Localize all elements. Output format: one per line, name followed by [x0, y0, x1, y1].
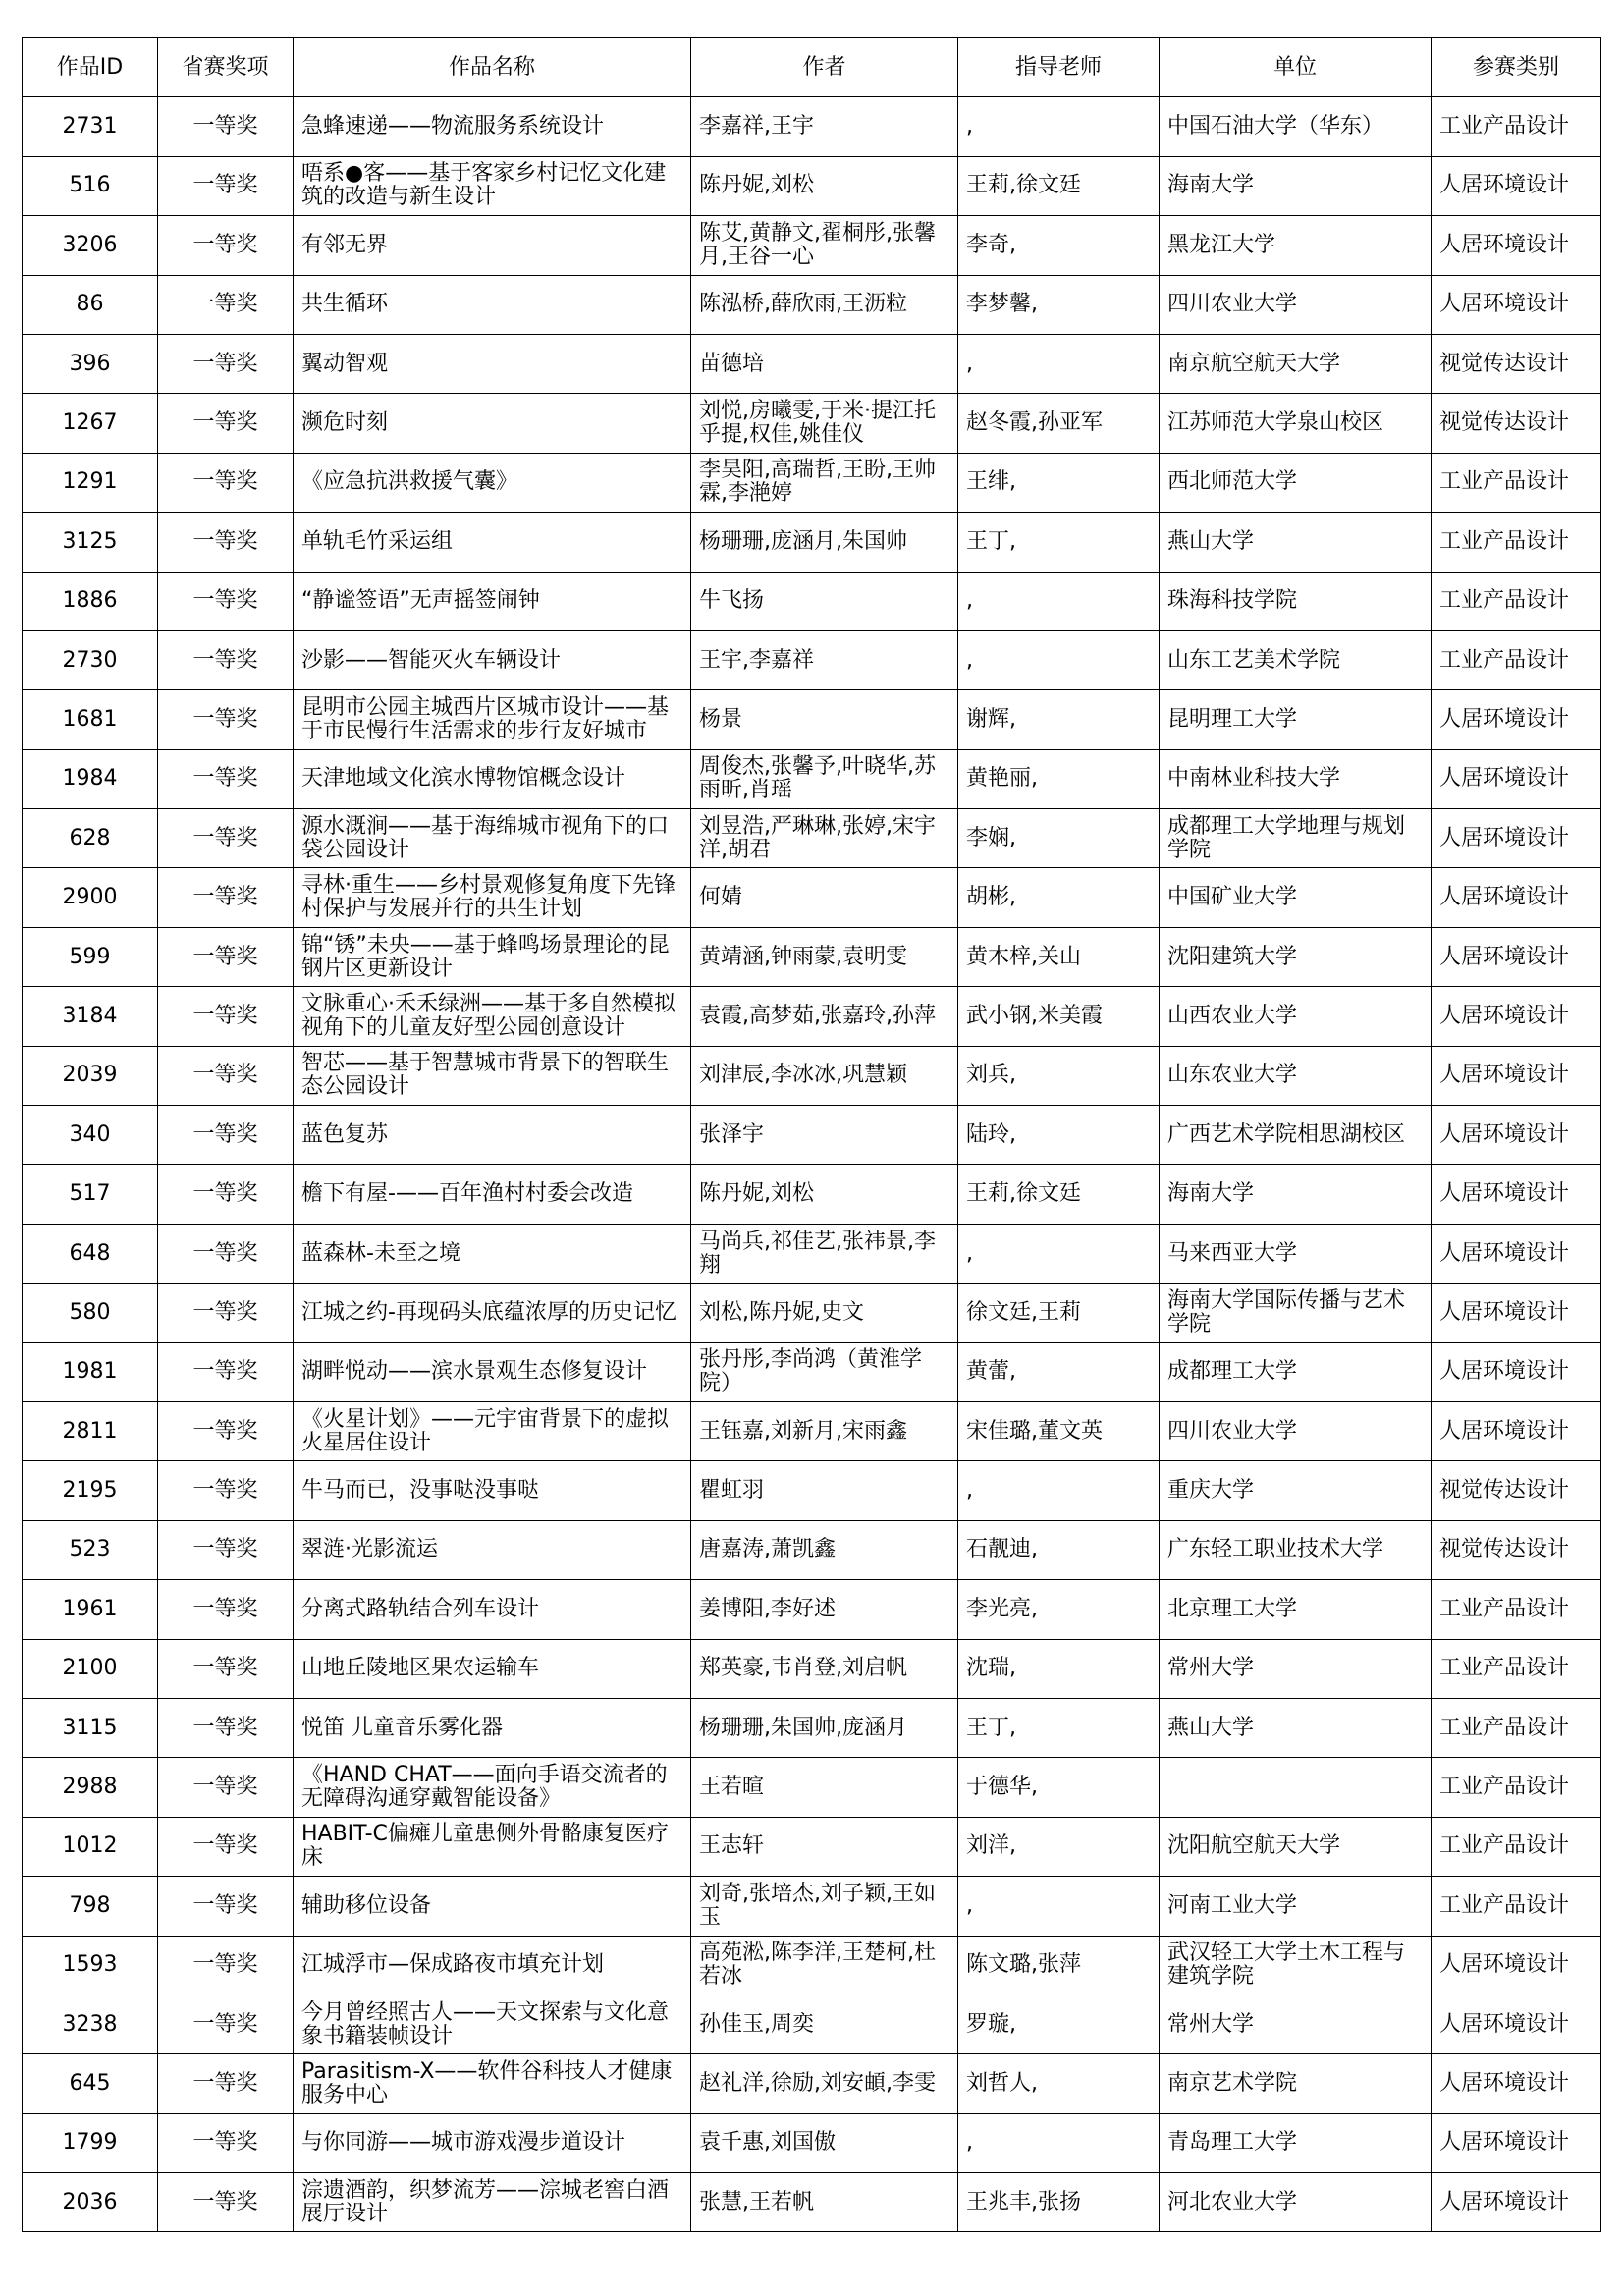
cell-award: 一等奖	[158, 394, 294, 453]
cell-id: 1291	[23, 453, 158, 512]
cell-institution: 沈阳航空航天大学	[1160, 1817, 1432, 1876]
cell-title: 悦笛 儿童音乐雾化器	[294, 1698, 691, 1757]
cell-award: 一等奖	[158, 1698, 294, 1757]
cell-category: 人居环境设计	[1432, 809, 1601, 868]
cell-advisor: 谢辉,	[958, 690, 1160, 749]
cell-author: 陈丹妮,刘松	[691, 156, 958, 215]
cell-institution: 南京艺术学院	[1160, 2054, 1432, 2113]
cell-advisor: ,	[958, 2113, 1160, 2172]
cell-category: 人居环境设计	[1432, 1106, 1601, 1165]
cell-institution: 马来西亚大学	[1160, 1224, 1432, 1283]
cell-category: 工业产品设计	[1432, 97, 1601, 156]
cell-advisor: 宋佳璐,董文英	[958, 1401, 1160, 1460]
cell-award: 一等奖	[158, 868, 294, 927]
cell-title: 单轨毛竹采运组	[294, 513, 691, 572]
table-body	[23, 97, 1601, 2232]
cell-institution: 南京航空航天大学	[1160, 334, 1432, 393]
cell-institution: 北京理工大学	[1160, 1580, 1432, 1639]
table-row	[23, 513, 1601, 572]
cell-id: 396	[23, 334, 158, 393]
cell-category: 人居环境设计	[1432, 156, 1601, 215]
cell-title: 蓝森林-未至之境	[294, 1224, 691, 1283]
cell-category: 视觉传达设计	[1432, 1520, 1601, 1579]
table-row	[23, 1165, 1601, 1224]
cell-id: 1012	[23, 1817, 158, 1876]
cell-institution: 海南大学	[1160, 1165, 1432, 1224]
table-row	[23, 275, 1601, 334]
cell-id: 340	[23, 1106, 158, 1165]
cell-author: 张泽宇	[691, 1106, 958, 1165]
cell-award: 一等奖	[158, 2173, 294, 2232]
cell-title: 沙影——智能灭火车辆设计	[294, 630, 691, 689]
cell-title: 翼动智观	[294, 334, 691, 393]
cell-category: 工业产品设计	[1432, 1639, 1601, 1698]
cell-institution: 青岛理工大学	[1160, 2113, 1432, 2172]
cell-award: 一等奖	[158, 1106, 294, 1165]
cell-award: 一等奖	[158, 749, 294, 808]
table-row	[23, 1224, 1601, 1283]
cell-award: 一等奖	[158, 1046, 294, 1105]
cell-title: HABIT-C偏瘫儿童患侧外骨骼康复医疗床	[294, 1817, 691, 1876]
cell-id: 580	[23, 1284, 158, 1342]
cell-institution: 广东轻工职业技术大学	[1160, 1520, 1432, 1579]
cell-institution: 珠海科技学院	[1160, 572, 1432, 630]
cell-id: 3238	[23, 1995, 158, 2053]
cell-institution: 广西艺术学院相思湖校区	[1160, 1106, 1432, 1165]
cell-title: 唔系●客——基于客家乡村记忆文化建筑的改造与新生设计	[294, 156, 691, 215]
results-table-container	[22, 37, 1600, 2232]
cell-institution: 江苏师范大学泉山校区	[1160, 394, 1432, 453]
cell-award: 一等奖	[158, 334, 294, 393]
cell-author: 马尚兵,祁佳艺,张祎景,李翔	[691, 1224, 958, 1283]
cell-id: 2988	[23, 1758, 158, 1817]
cell-author: 王宇,李嘉祥	[691, 630, 958, 689]
cell-institution	[1160, 1758, 1432, 1817]
cell-author: 刘昱浩,严琳琳,张婷,宋宇洋,胡君	[691, 809, 958, 868]
cell-category: 人居环境设计	[1432, 1995, 1601, 2053]
cell-id: 2039	[23, 1046, 158, 1105]
cell-author: 陈泓桥,薛欣雨,王沥粒	[691, 275, 958, 334]
table-row	[23, 334, 1601, 393]
cell-advisor: ,	[958, 572, 1160, 630]
cell-category: 工业产品设计	[1432, 513, 1601, 572]
cell-advisor: 陆玲,	[958, 1106, 1160, 1165]
cell-institution: 沈阳建筑大学	[1160, 927, 1432, 986]
table-row	[23, 1817, 1601, 1876]
cell-award: 一等奖	[158, 809, 294, 868]
table-row	[23, 868, 1601, 927]
table-row	[23, 156, 1601, 215]
table-row	[23, 1698, 1601, 1757]
cell-category: 视觉传达设计	[1432, 394, 1601, 453]
table-row	[23, 572, 1601, 630]
cell-id: 1981	[23, 1342, 158, 1401]
cell-category: 人居环境设计	[1432, 1224, 1601, 1283]
cell-title: 《应急抗洪救援气囊》	[294, 453, 691, 512]
cell-id: 648	[23, 1224, 158, 1283]
table-row	[23, 453, 1601, 512]
cell-title: 寻林·重生——乡村景观修复角度下先锋村保护与发展并行的共生计划	[294, 868, 691, 927]
cell-title: 智芯——基于智慧城市背景下的智联生态公园设计	[294, 1046, 691, 1105]
cell-institution: 昆明理工大学	[1160, 690, 1432, 749]
cell-institution: 山西农业大学	[1160, 987, 1432, 1046]
header-row	[23, 38, 1601, 97]
cell-award: 一等奖	[158, 1520, 294, 1579]
cell-author: 唐嘉涛,萧凯鑫	[691, 1520, 958, 1579]
cell-title: 辅助移位设备	[294, 1877, 691, 1936]
cell-category: 人居环境设计	[1432, 1046, 1601, 1105]
cell-award: 一等奖	[158, 1936, 294, 1995]
cell-award: 一等奖	[158, 572, 294, 630]
table-row	[23, 1877, 1601, 1936]
cell-category: 视觉传达设计	[1432, 1461, 1601, 1520]
cell-institution: 河北农业大学	[1160, 2173, 1432, 2232]
cell-title: “静谧签语”无声摇签闹钟	[294, 572, 691, 630]
cell-award: 一等奖	[158, 216, 294, 275]
cell-id: 2900	[23, 868, 158, 927]
cell-institution: 山东农业大学	[1160, 1046, 1432, 1105]
cell-award: 一等奖	[158, 1342, 294, 1401]
cell-author: 瞿虹羽	[691, 1461, 958, 1520]
cell-institution: 燕山大学	[1160, 1698, 1432, 1757]
header-title: 作品名称	[294, 38, 691, 97]
cell-institution: 海南大学	[1160, 156, 1432, 215]
cell-advisor: ,	[958, 630, 1160, 689]
cell-category: 人居环境设计	[1432, 2113, 1601, 2172]
table-row	[23, 1936, 1601, 1995]
cell-institution: 燕山大学	[1160, 513, 1432, 572]
cell-title: 源水溉涧——基于海绵城市视角下的口袋公园设计	[294, 809, 691, 868]
cell-author: 李嘉祥,王宇	[691, 97, 958, 156]
cell-advisor: 刘洋,	[958, 1817, 1160, 1876]
cell-id: 1984	[23, 749, 158, 808]
cell-advisor: 李奇,	[958, 216, 1160, 275]
cell-title: 分离式路轨结合列车设计	[294, 1580, 691, 1639]
cell-award: 一等奖	[158, 1224, 294, 1283]
table-row	[23, 1580, 1601, 1639]
cell-author: 何婧	[691, 868, 958, 927]
cell-author: 孙佳玉,周奕	[691, 1995, 958, 2053]
cell-award: 一等奖	[158, 630, 294, 689]
cell-category: 视觉传达设计	[1432, 334, 1601, 393]
cell-title: 《火星计划》——元宇宙背景下的虚拟火星居住设计	[294, 1401, 691, 1460]
cell-title: 翠涟·光影流运	[294, 1520, 691, 1579]
cell-institution: 成都理工大学	[1160, 1342, 1432, 1401]
cell-author: 陈丹妮,刘松	[691, 1165, 958, 1224]
cell-advisor: 赵冬霞,孙亚军	[958, 394, 1160, 453]
cell-award: 一等奖	[158, 1995, 294, 2053]
header-institution: 单位	[1160, 38, 1432, 97]
cell-category: 工业产品设计	[1432, 630, 1601, 689]
cell-id: 517	[23, 1165, 158, 1224]
table-row	[23, 1284, 1601, 1342]
cell-award: 一等奖	[158, 1758, 294, 1817]
cell-category: 人居环境设计	[1432, 1284, 1601, 1342]
cell-award: 一等奖	[158, 2054, 294, 2113]
cell-author: 周俊杰,张馨予,叶晓华,苏雨昕,肖瑶	[691, 749, 958, 808]
cell-institution: 海南大学国际传播与艺术学院	[1160, 1284, 1432, 1342]
cell-advisor: 罗璇,	[958, 1995, 1160, 2053]
cell-category: 工业产品设计	[1432, 572, 1601, 630]
cell-id: 1961	[23, 1580, 158, 1639]
cell-award: 一等奖	[158, 156, 294, 215]
cell-author: 高苑淞,陈李洋,王楚柯,杜若冰	[691, 1936, 958, 1995]
cell-award: 一等奖	[158, 690, 294, 749]
cell-title: 昆明市公园主城西片区城市设计——基于市民慢行生活需求的步行友好城市	[294, 690, 691, 749]
cell-category: 人居环境设计	[1432, 690, 1601, 749]
cell-title: 锦“锈”未央——基于蜂鸣场景理论的昆钢片区更新设计	[294, 927, 691, 986]
cell-author: 牛飞扬	[691, 572, 958, 630]
cell-award: 一等奖	[158, 513, 294, 572]
cell-advisor: 王丁,	[958, 1698, 1160, 1757]
cell-id: 3206	[23, 216, 158, 275]
cell-award: 一等奖	[158, 275, 294, 334]
cell-title: 江城浮市—保成路夜市填充计划	[294, 1936, 691, 1995]
table-row	[23, 1106, 1601, 1165]
cell-title: 《HAND CHAT——面向手语交流者的无障碍沟通穿戴智能设备》	[294, 1758, 691, 1817]
cell-category: 人居环境设计	[1432, 1165, 1601, 1224]
cell-category: 工业产品设计	[1432, 1698, 1601, 1757]
cell-title: Parasitism-X——软件谷科技人才健康服务中心	[294, 2054, 691, 2113]
cell-advisor: 石靓迪,	[958, 1520, 1160, 1579]
cell-id: 516	[23, 156, 158, 215]
cell-category: 人居环境设计	[1432, 927, 1601, 986]
cell-id: 3184	[23, 987, 158, 1046]
cell-award: 一等奖	[158, 97, 294, 156]
cell-id: 1799	[23, 2113, 158, 2172]
cell-author: 赵礼洋,徐励,刘安頔,李雯	[691, 2054, 958, 2113]
table-row	[23, 749, 1601, 808]
cell-advisor: 王兆丰,张扬	[958, 2173, 1160, 2232]
cell-advisor: 王莉,徐文廷	[958, 156, 1160, 215]
cell-author: 王若暄	[691, 1758, 958, 1817]
cell-award: 一等奖	[158, 1401, 294, 1460]
cell-title: 淙遗酒韵，织梦流芳——淙城老窖白酒展厅设计	[294, 2173, 691, 2232]
table-row	[23, 216, 1601, 275]
cell-institution: 常州大学	[1160, 1995, 1432, 2053]
cell-category: 工业产品设计	[1432, 1580, 1601, 1639]
cell-award: 一等奖	[158, 1461, 294, 1520]
cell-institution: 成都理工大学地理与规划学院	[1160, 809, 1432, 868]
cell-category: 人居环境设计	[1432, 216, 1601, 275]
cell-title: 江城之约-再现码头底蕴浓厚的历史记忆	[294, 1284, 691, 1342]
cell-category: 人居环境设计	[1432, 868, 1601, 927]
table-row	[23, 2173, 1601, 2232]
cell-title: 天津地域文化滨水博物馆概念设计	[294, 749, 691, 808]
cell-id: 1267	[23, 394, 158, 453]
header-category: 参赛类别	[1432, 38, 1601, 97]
cell-id: 599	[23, 927, 158, 986]
table-row	[23, 1520, 1601, 1579]
table-row	[23, 394, 1601, 453]
cell-award: 一等奖	[158, 927, 294, 986]
cell-author: 张慧,王若帆	[691, 2173, 958, 2232]
cell-id: 2730	[23, 630, 158, 689]
cell-author: 王钰嘉,刘新月,宋雨鑫	[691, 1401, 958, 1460]
cell-institution: 河南工业大学	[1160, 1877, 1432, 1936]
table-row	[23, 927, 1601, 986]
cell-title: 濒危时刻	[294, 394, 691, 453]
cell-advisor: 李梦馨,	[958, 275, 1160, 334]
table-row	[23, 1639, 1601, 1698]
table-row	[23, 1342, 1601, 1401]
table-row	[23, 97, 1601, 156]
cell-advisor: ,	[958, 97, 1160, 156]
cell-author: 郑英豪,韦肖登,刘启帆	[691, 1639, 958, 1698]
cell-advisor: 李娴,	[958, 809, 1160, 868]
cell-award: 一等奖	[158, 987, 294, 1046]
cell-id: 2100	[23, 1639, 158, 1698]
cell-institution: 中国矿业大学	[1160, 868, 1432, 927]
cell-category: 人居环境设计	[1432, 1342, 1601, 1401]
cell-advisor: 黄艳丽,	[958, 749, 1160, 808]
table-row	[23, 1995, 1601, 2053]
cell-author: 刘津辰,李冰冰,巩慧颖	[691, 1046, 958, 1105]
cell-author: 刘松,陈丹妮,史文	[691, 1284, 958, 1342]
cell-advisor: 王绯,	[958, 453, 1160, 512]
cell-advisor: 于德华,	[958, 1758, 1160, 1817]
cell-award: 一等奖	[158, 2113, 294, 2172]
cell-institution: 西北师范大学	[1160, 453, 1432, 512]
cell-title: 有邻无界	[294, 216, 691, 275]
table-row	[23, 1046, 1601, 1105]
table-row	[23, 630, 1601, 689]
table-row	[23, 987, 1601, 1046]
cell-author: 张丹彤,李尚鸿（黄淮学院）	[691, 1342, 958, 1401]
cell-title: 牛马而已，没事哒没事哒	[294, 1461, 691, 1520]
header-id: 作品ID	[23, 38, 158, 97]
header-advisor: 指导老师	[958, 38, 1160, 97]
cell-category: 人居环境设计	[1432, 1401, 1601, 1460]
cell-category: 人居环境设计	[1432, 1936, 1601, 1995]
cell-institution: 黑龙江大学	[1160, 216, 1432, 275]
cell-category: 工业产品设计	[1432, 1758, 1601, 1817]
cell-author: 李昊阳,高瑞哲,王盼,王帅霖,李滟婷	[691, 453, 958, 512]
cell-category: 工业产品设计	[1432, 453, 1601, 512]
table-row	[23, 2054, 1601, 2113]
cell-institution: 四川农业大学	[1160, 1401, 1432, 1460]
cell-award: 一等奖	[158, 1877, 294, 1936]
cell-award: 一等奖	[158, 1639, 294, 1698]
cell-institution: 重庆大学	[1160, 1461, 1432, 1520]
table-row	[23, 1401, 1601, 1460]
table-row	[23, 690, 1601, 749]
cell-id: 2036	[23, 2173, 158, 2232]
cell-category: 工业产品设计	[1432, 1817, 1601, 1876]
cell-author: 陈艾,黄静文,翟桐彤,张馨月,王谷一心	[691, 216, 958, 275]
cell-author: 刘悦,房曦雯,于米·提江托乎提,权佳,姚佳仪	[691, 394, 958, 453]
cell-institution: 四川农业大学	[1160, 275, 1432, 334]
cell-id: 3115	[23, 1698, 158, 1757]
cell-advisor: 王丁,	[958, 513, 1160, 572]
table-row	[23, 2113, 1601, 2172]
cell-id: 2811	[23, 1401, 158, 1460]
cell-author: 苗德培	[691, 334, 958, 393]
cell-advisor: 黄木梓,关山	[958, 927, 1160, 986]
cell-award: 一等奖	[158, 453, 294, 512]
cell-advisor: 胡彬,	[958, 868, 1160, 927]
cell-advisor: 王莉,徐文廷	[958, 1165, 1160, 1224]
cell-advisor: 武小钢,米美霞	[958, 987, 1160, 1046]
cell-institution: 武汉轻工大学土木工程与建筑学院	[1160, 1936, 1432, 1995]
cell-category: 工业产品设计	[1432, 1877, 1601, 1936]
cell-advisor: 李光亮,	[958, 1580, 1160, 1639]
cell-category: 人居环境设计	[1432, 275, 1601, 334]
cell-author: 袁霞,高梦茹,张嘉玲,孙萍	[691, 987, 958, 1046]
cell-advisor: 沈瑞,	[958, 1639, 1160, 1698]
cell-advisor: 刘兵,	[958, 1046, 1160, 1105]
cell-id: 2731	[23, 97, 158, 156]
cell-author: 袁千惠,刘国傲	[691, 2113, 958, 2172]
header-author: 作者	[691, 38, 958, 97]
cell-id: 2195	[23, 1461, 158, 1520]
cell-title: 与你同游——城市游戏漫步道设计	[294, 2113, 691, 2172]
cell-id: 628	[23, 809, 158, 868]
table-row	[23, 1461, 1601, 1520]
cell-id: 523	[23, 1520, 158, 1579]
cell-title: 文脉重心·禾禾绿洲——基于多自然模拟视角下的儿童友好型公园创意设计	[294, 987, 691, 1046]
cell-institution: 常州大学	[1160, 1639, 1432, 1698]
cell-id: 645	[23, 2054, 158, 2113]
cell-title: 山地丘陵地区果农运输车	[294, 1639, 691, 1698]
cell-author: 姜博阳,李好述	[691, 1580, 958, 1639]
cell-award: 一等奖	[158, 1165, 294, 1224]
cell-id: 1593	[23, 1936, 158, 1995]
cell-title: 急蜂速递——物流服务系统设计	[294, 97, 691, 156]
cell-id: 86	[23, 275, 158, 334]
cell-id: 1681	[23, 690, 158, 749]
award-table	[22, 37, 1601, 2232]
cell-advisor: 黄蕾,	[958, 1342, 1160, 1401]
cell-institution: 山东工艺美术学院	[1160, 630, 1432, 689]
cell-title: 今月曾经照古人——天文探索与文化意象书籍装帧设计	[294, 1995, 691, 2053]
cell-advisor: ,	[958, 334, 1160, 393]
cell-category: 人居环境设计	[1432, 987, 1601, 1046]
cell-advisor: ,	[958, 1224, 1160, 1283]
cell-advisor: 陈文璐,张萍	[958, 1936, 1160, 1995]
cell-title: 蓝色复苏	[294, 1106, 691, 1165]
cell-title: 共生循环	[294, 275, 691, 334]
table-row	[23, 809, 1601, 868]
cell-author: 黄靖涵,钟雨蒙,袁明雯	[691, 927, 958, 986]
cell-advisor: ,	[958, 1877, 1160, 1936]
cell-id: 3125	[23, 513, 158, 572]
cell-id: 1886	[23, 572, 158, 630]
cell-institution: 中南林业科技大学	[1160, 749, 1432, 808]
table-row	[23, 1758, 1601, 1817]
cell-author: 刘奇,张培杰,刘子颖,王如玉	[691, 1877, 958, 1936]
cell-title: 檐下有屋-——百年渔村村委会改造	[294, 1165, 691, 1224]
cell-advisor: 刘哲人,	[958, 2054, 1160, 2113]
cell-id: 798	[23, 1877, 158, 1936]
cell-advisor: 徐文廷,王莉	[958, 1284, 1160, 1342]
cell-author: 杨珊珊,朱国帅,庞涵月	[691, 1698, 958, 1757]
cell-award: 一等奖	[158, 1817, 294, 1876]
cell-author: 杨珊珊,庞涵月,朱国帅	[691, 513, 958, 572]
cell-category: 人居环境设计	[1432, 2173, 1601, 2232]
cell-category: 人居环境设计	[1432, 749, 1601, 808]
cell-institution: 中国石油大学（华东）	[1160, 97, 1432, 156]
cell-advisor: ,	[958, 1461, 1160, 1520]
cell-award: 一等奖	[158, 1580, 294, 1639]
cell-category: 人居环境设计	[1432, 2054, 1601, 2113]
cell-author: 王志轩	[691, 1817, 958, 1876]
header-award: 省赛奖项	[158, 38, 294, 97]
cell-award: 一等奖	[158, 1284, 294, 1342]
cell-title: 湖畔悦动——滨水景观生态修复设计	[294, 1342, 691, 1401]
cell-author: 杨景	[691, 690, 958, 749]
